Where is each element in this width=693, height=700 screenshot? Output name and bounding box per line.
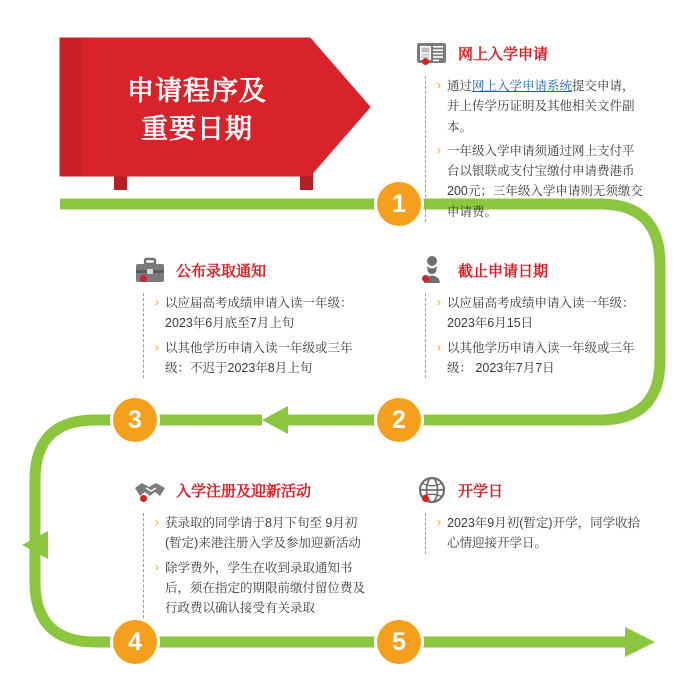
bullet-text: 2023年9月初(暂定)开学，同学收拾心情迎接开学日。	[447, 516, 641, 551]
step-block-2	[415, 253, 645, 382]
chevron-right-icon: ›	[155, 559, 159, 574]
step-2-header	[415, 253, 645, 287]
chevron-right-icon: ›	[155, 339, 159, 354]
handshake-icon	[133, 475, 167, 505]
step-number-4: 4	[113, 620, 157, 664]
bullet-item	[437, 513, 645, 554]
step-1-title: 网上入学申请	[458, 45, 549, 63]
bullet-item	[155, 558, 373, 619]
step-4-bullets	[143, 513, 373, 618]
step-3-title: 公布录取通知	[176, 262, 267, 280]
step-3-bullets	[143, 293, 368, 378]
step-5-bullets	[425, 513, 645, 554]
chevron-right-icon: ›	[155, 295, 159, 309]
step-number-5: 5	[377, 620, 421, 664]
bullet-item	[155, 338, 368, 379]
bullet-text: 以应届高考成绩申请入读一年级：2023年6月底至7月上旬	[165, 296, 353, 331]
bullet-item	[437, 338, 645, 379]
bullet-text: 通过网上入学申请系统提交申请，并上传学历证明及其他相关文件副本。	[447, 79, 635, 134]
step-4-header	[133, 473, 373, 507]
bullet-text: 以应届高考成绩申请入读一年级：2023年6月15日	[447, 296, 635, 331]
step-5-header	[415, 473, 645, 507]
step-2-bullets	[425, 293, 645, 378]
step-3-header	[133, 253, 368, 287]
application-system-link[interactable]: 网上入学申请系统	[472, 79, 573, 93]
bullet-item	[437, 141, 645, 222]
chevron-right-icon: ›	[437, 142, 441, 157]
step-number-2: 2	[377, 398, 421, 442]
newspaper-icon	[415, 38, 449, 68]
banner-title-line2: 重要日期	[141, 114, 253, 145]
chevron-right-icon: ›	[437, 339, 441, 354]
step-block-4	[133, 473, 373, 622]
bullet-text: 一年级入学申请须通过网上支付平台以银联或支付宝缴付申请费港币200元；三年级入学申请则无须缴交申请费。	[447, 143, 643, 219]
step-number-3: 3	[113, 398, 157, 442]
step-1-header	[415, 36, 645, 70]
step-number-1: 1	[377, 182, 421, 226]
bullet-item	[437, 293, 645, 334]
step-1-bullets	[425, 76, 645, 222]
chevron-right-icon: ›	[437, 295, 441, 309]
bullet-item	[155, 293, 368, 334]
chevron-right-icon: ›	[155, 515, 159, 529]
bullet-text: 以其他学历申请入读一年级或三年级： 2023年7月7日	[447, 340, 635, 375]
globe-icon	[415, 475, 449, 505]
bullet-text: 以其他学历申请入读一年级或三年级：不迟于2023年8月上旬	[165, 340, 353, 375]
step-block-3	[133, 253, 368, 382]
bullet-text: 获录取的同学请于8月下旬至 9月初(暂定)来港注册入学及参加迎新活动	[165, 516, 361, 551]
step-2-title: 截止申请日期	[458, 262, 549, 280]
step-block-5	[415, 473, 645, 558]
briefcase-icon	[133, 255, 167, 285]
bullet-item	[155, 513, 373, 554]
step-4-title: 入学注册及迎新活动	[176, 482, 312, 500]
banner	[52, 30, 382, 190]
bullet-item	[437, 76, 645, 137]
bullet-text: 除学费外，学生在收到录取通知书后，须在指定的期限前缴付留位费及行政费以确认接受有关录取	[165, 560, 366, 615]
chevron-right-icon: ›	[437, 515, 441, 529]
step-5-title: 开学日	[458, 482, 504, 500]
banner-title-line1: 申请程序及	[127, 76, 267, 106]
banner-title	[82, 72, 312, 149]
chevron-right-icon: ›	[437, 78, 441, 92]
chess-pawn-icon	[415, 255, 449, 285]
step-block-1	[415, 36, 645, 226]
